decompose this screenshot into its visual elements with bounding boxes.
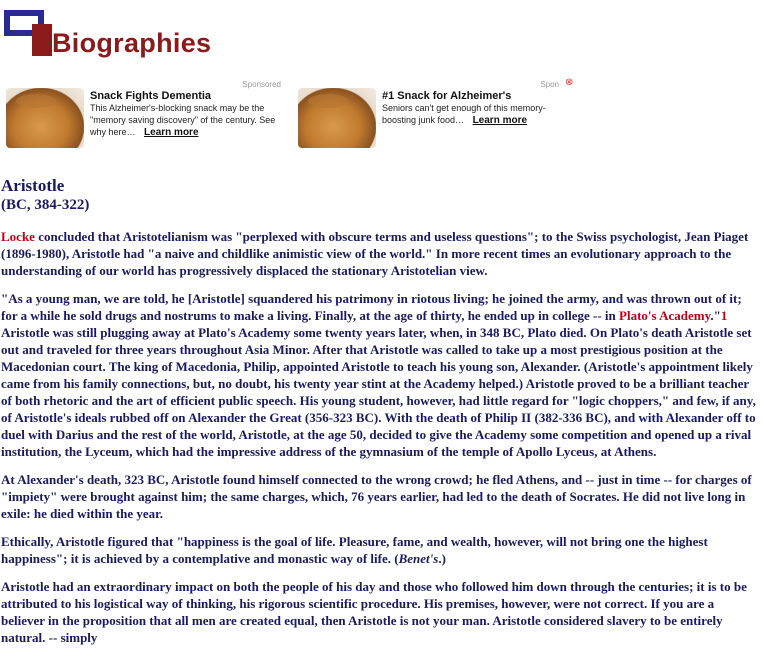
ad-sponsored-label: Spon (540, 80, 559, 89)
paragraph-1-text: concluded that Aristotelianism was "perplexed with obscure terms and useless questions"; to the Swiss psychologist, Jean Piaget (1896-1980), Aristotle had "a naive and childlike animistic view of the world." In more recent times an evolutionary approach to the understanding of our world has progressively displaced the stationary Aristotelian view. (1, 229, 749, 278)
ad-image-snack[interactable] (298, 88, 376, 148)
ad-learn-more-link[interactable]: Learn more (472, 115, 528, 126)
link-platos-academy[interactable]: Plato's Academy (619, 308, 711, 323)
site-logo[interactable] (4, 10, 214, 62)
citation-benets: Benet's (398, 551, 439, 566)
paragraph-4-end: .) (438, 551, 446, 566)
ad-close-icon[interactable]: ⊗ (565, 77, 574, 88)
footnote-link-1[interactable]: 1 (720, 308, 728, 323)
link-locke[interactable]: Locke (1, 229, 35, 244)
ad-title[interactable]: Snack Fights Dementia (90, 90, 212, 102)
article-title: Aristotle (1, 176, 65, 195)
ad-title[interactable]: #1 Snack for Alzheimer's (382, 90, 512, 102)
ad-body-text: Seniors can't get enough of this memory-boosting junk food… (382, 103, 546, 125)
ad-card-1[interactable] (6, 80, 281, 150)
paragraph-1 (1, 228, 758, 279)
article (1, 176, 758, 657)
ad-learn-more-link[interactable]: Learn more (144, 127, 199, 138)
paragraph-3: At Alexander's death, 323 BC, Aristotle found himself connected to the wrong crowd; he fled Athens, and -- just in time -- for charges of "impiety" were brought against him; the same charges, which, 76 years earlier, had led to the death of Socrates. He did not live long in exile: he died within the year. (1, 472, 752, 521)
paragraph-2-before: "As a young man, we are told, he [Aristotle] squandered his patrimony in riotous living; he joined the army, and was thrown out of it; for a while he sold drugs and nostrums to make a living. Finally, at the age of thirty, he ended up in college -- in (1, 291, 742, 323)
paragraph-4 (1, 533, 758, 567)
ad-card-2[interactable] (298, 77, 574, 150)
paragraph-2 (1, 290, 758, 460)
logo-text: Biographies (52, 28, 212, 58)
article-dates: (BC, 384-322) (1, 197, 90, 213)
paragraph-2-after: Aristotle was still plugging away at Plato's Academy some twenty years later, when, in 348 BC, Plato died. On Plato's death Aristotle set out and traveled for three years throughout Asia Minor. After that Aristotle was called to take up a most prestigious position at the Macedonian court. The king of Macedonia, Philip, appointed Aristotle to teach his young son, Alexander. (Aristotle's appointment likely came from his family connections, but, no doubt, his twenty year stint at the Academy helped.) Aristotle proved to be a brilliant teacher of both rhetoric and the art of efficient public speech. His young student, however, had little regard for "logic choppers," and few, if any, of Aristotle's ideals rubbed off on Alexander the Great (356-323 BC). With the death of Philip II (382-336 BC), and with Alexander off to duel with Darius and the rest of the world, Aristotle, at the age 50, decided to give the Academy some competition and opened up a rival institution, the Lyceum, which had the impressive address of the gymnasium of the temple of Apollo Lyceus, at Athens. (1, 325, 756, 459)
ad-body (90, 102, 280, 139)
ad-image-snack[interactable] (6, 88, 84, 148)
paragraph-2-quote: ." (710, 308, 721, 323)
paragraph-5: Aristotle had an extraordinary impact on both the people of his day and those who followed him down through the centuries; it is to be attributed to his logistical way of thinking, his rigorous scientific procedure. His premises, however, were not correct. If you are a believer in the proposition that all men are created equal, then Aristotle is not your man. Aristotle considered slavery to be entirely natural. -- simply (1, 579, 747, 645)
ad-sponsored-label: Sponsored (242, 80, 281, 89)
logo-bar-red (32, 24, 52, 56)
paragraph-4-text: Ethically, Aristotle figured that "happiness is the goal of life. Pleasure, fame, and wealth, however, will not bring one the highest happiness"; it is achieved by a contemplative and monastic way of life. ( (1, 534, 708, 566)
ad-body (382, 102, 572, 127)
ad-body-text: This Alzheimer's-blocking snack may be the "memory saving discovery" of the century. See why here… (90, 103, 276, 137)
